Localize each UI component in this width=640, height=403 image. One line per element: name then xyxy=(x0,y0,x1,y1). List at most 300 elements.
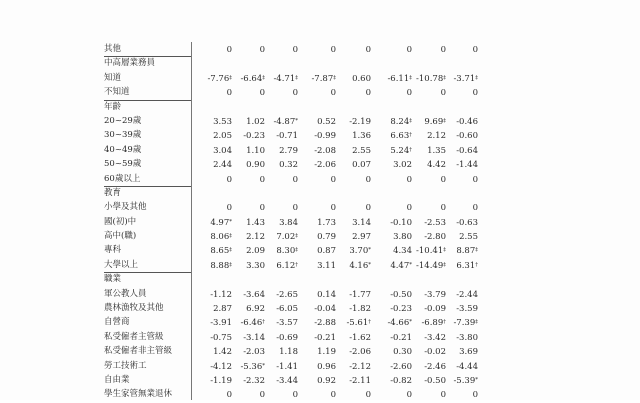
cell-value: 0 xyxy=(472,88,478,99)
cell-value: 3.11 xyxy=(317,260,336,271)
cell-value: -2.32 xyxy=(243,375,265,386)
table-cell xyxy=(438,143,478,158)
cell-value: -5.39 xyxy=(453,375,476,386)
cell-value: -0.23 xyxy=(243,131,265,142)
cell-value: -1.44 xyxy=(456,160,478,171)
table-row xyxy=(0,229,640,243)
table-cell xyxy=(438,42,478,57)
table-cell xyxy=(296,143,336,158)
cell-value: 0.14 xyxy=(317,289,336,300)
cell-value: 3.14 xyxy=(352,217,371,228)
table-row xyxy=(0,373,640,387)
table-row xyxy=(0,258,640,272)
cell-value: 0.60 xyxy=(352,73,371,84)
significance-mark: ‡ xyxy=(443,117,446,124)
cell-value: -1.62 xyxy=(349,332,371,343)
cell-value: 5.24 xyxy=(390,145,410,156)
row-label: 自由業 xyxy=(104,374,130,385)
section-header-row xyxy=(0,272,640,286)
table-cell xyxy=(258,200,298,215)
table-cell xyxy=(331,373,371,388)
table-cell xyxy=(258,215,298,230)
table-cell xyxy=(258,258,298,273)
significance-mark: ‡ xyxy=(475,247,478,254)
cell-value: 1.18 xyxy=(279,347,298,358)
table-cell xyxy=(258,71,298,86)
table-cell xyxy=(296,71,336,86)
table-cell xyxy=(296,229,336,244)
table-row xyxy=(0,344,640,358)
cell-value: -3.59 xyxy=(456,304,478,315)
table-cell xyxy=(438,287,478,302)
section-header-row xyxy=(0,100,640,114)
table-row xyxy=(0,200,640,214)
row-label: 小學及其他 xyxy=(104,202,147,213)
cell-value: 0 xyxy=(292,203,298,214)
table-cell xyxy=(258,387,298,402)
table-row xyxy=(0,315,640,329)
table-row xyxy=(0,143,640,157)
cell-value: 0.30 xyxy=(393,347,412,358)
cell-value: -1.12 xyxy=(210,289,232,300)
cell-value: -0.23 xyxy=(390,304,412,315)
table-cell xyxy=(438,114,478,129)
cell-value: 6.31 xyxy=(456,260,476,271)
cell-value: -7.76 xyxy=(207,73,230,84)
section-header-row xyxy=(0,56,640,70)
table-row xyxy=(0,71,640,85)
cell-value: 0 xyxy=(406,88,412,99)
table-cell xyxy=(296,373,336,388)
significance-mark: † xyxy=(262,319,265,326)
cell-value: -0.46 xyxy=(456,116,478,127)
table-cell xyxy=(296,114,336,129)
table-row xyxy=(0,215,640,229)
cell-value: 0.79 xyxy=(317,232,336,243)
cell-value: 0 xyxy=(472,390,478,401)
table-cell xyxy=(331,114,371,129)
table-row xyxy=(0,243,640,257)
table-cell xyxy=(331,215,371,230)
cell-value: -2.12 xyxy=(349,361,371,372)
cell-value: 8.88 xyxy=(210,260,230,271)
row-label: 勞工技術工 xyxy=(104,360,147,371)
cell-value: -0.71 xyxy=(276,131,298,142)
cell-value: -3.91 xyxy=(210,318,232,329)
table-cell xyxy=(331,287,371,302)
cell-value: 0 xyxy=(259,390,265,401)
cell-value: 0 xyxy=(330,390,336,401)
significance-mark: * xyxy=(368,261,371,268)
cell-value: -2.06 xyxy=(349,347,371,358)
cell-value: 8.87 xyxy=(456,246,476,257)
table-cell xyxy=(296,330,336,345)
cell-value: 6.12 xyxy=(276,260,296,271)
row-label: 50~59歲 xyxy=(104,159,142,170)
significance-mark: * xyxy=(229,218,232,225)
significance-mark: ‡ xyxy=(409,74,412,81)
cell-value: 0 xyxy=(365,174,371,185)
table-cell xyxy=(438,373,478,388)
cell-value: -6.46 xyxy=(240,318,263,329)
cell-value: -0.99 xyxy=(314,131,336,142)
table-cell xyxy=(296,301,336,316)
significance-mark: ‡ xyxy=(475,74,478,81)
row-label: 學生家管無業退休 xyxy=(104,389,173,400)
cell-value: 0 xyxy=(226,203,232,214)
table-cell xyxy=(438,344,478,359)
table-cell xyxy=(438,157,478,172)
cell-value: 6.63 xyxy=(390,131,410,142)
significance-mark: * xyxy=(295,117,298,124)
table-cell xyxy=(438,200,478,215)
cell-value: 0 xyxy=(472,203,478,214)
cell-value: 3.04 xyxy=(213,145,232,156)
table-row xyxy=(0,114,640,128)
cell-value: 0 xyxy=(440,45,446,55)
cell-value: 0.32 xyxy=(279,160,298,171)
table-cell xyxy=(438,258,478,273)
row-label: 私受僱者非主管級 xyxy=(104,346,173,357)
cell-value: 1.10 xyxy=(246,145,265,156)
cell-value: -0.63 xyxy=(456,217,478,228)
cell-value: 0 xyxy=(406,203,412,214)
cell-value: 0 xyxy=(330,203,336,214)
cell-value: 0 xyxy=(406,390,412,401)
table-cell xyxy=(258,287,298,302)
cell-value: 0 xyxy=(226,174,232,185)
table-cell xyxy=(331,258,371,273)
table-cell xyxy=(331,143,371,158)
table-cell xyxy=(258,42,298,57)
significance-mark: ‡ xyxy=(295,74,298,81)
cell-value: -3.44 xyxy=(276,375,298,386)
cell-value: 0 xyxy=(226,45,232,55)
cell-value: 0 xyxy=(440,88,446,99)
cell-value: -4.12 xyxy=(210,361,232,372)
cell-value: -2.19 xyxy=(349,116,371,127)
cell-value: 0 xyxy=(292,390,298,401)
cell-value: 3.70 xyxy=(349,246,369,257)
cell-value: 8.65 xyxy=(210,246,230,257)
cell-value: 1.19 xyxy=(317,347,336,358)
row-label: 大學以上 xyxy=(104,259,139,270)
cell-value: 1.02 xyxy=(246,116,265,127)
cell-value: 2.87 xyxy=(213,304,232,315)
table-cell xyxy=(258,229,298,244)
table-cell xyxy=(258,157,298,172)
cell-value: -3.71 xyxy=(453,73,476,84)
cell-value: -0.02 xyxy=(424,347,446,358)
cell-value: -0.60 xyxy=(456,131,478,142)
cell-value: 0 xyxy=(440,203,446,214)
table-cell xyxy=(331,344,371,359)
cell-value: 0 xyxy=(440,174,446,185)
cell-value: -0.21 xyxy=(314,332,336,343)
cell-value: -2.44 xyxy=(456,289,478,300)
cell-value: 1.73 xyxy=(317,217,336,228)
cell-value: -5.36 xyxy=(240,361,263,372)
table-cell xyxy=(438,85,478,100)
row-label: 不知道 xyxy=(104,87,130,98)
table-cell xyxy=(296,200,336,215)
table-cell xyxy=(331,85,371,100)
cell-value: -2.88 xyxy=(314,318,336,329)
table-cell xyxy=(331,172,371,187)
table-cell xyxy=(258,143,298,158)
significance-mark: † xyxy=(368,319,371,326)
table-cell xyxy=(296,287,336,302)
cell-value: 3.30 xyxy=(246,260,265,271)
table-cell xyxy=(438,229,478,244)
table-cell xyxy=(331,387,371,402)
cell-value: 0 xyxy=(406,45,412,55)
table-cell xyxy=(331,301,371,316)
cell-value: 0 xyxy=(472,174,478,185)
cell-value: -7.87 xyxy=(311,73,334,84)
significance-mark: † xyxy=(443,319,446,326)
cell-value: -2.08 xyxy=(314,145,336,156)
cell-value: -4.87 xyxy=(273,116,296,127)
cell-value: -2.53 xyxy=(424,217,446,228)
significance-mark: ‡ xyxy=(229,74,232,81)
row-label: 40~49歲 xyxy=(104,144,142,155)
significance-mark: ‡ xyxy=(475,319,478,326)
cell-value: 0 xyxy=(259,45,265,55)
table-cell xyxy=(296,157,336,172)
cell-value: -2.03 xyxy=(243,347,265,358)
cell-value: 1.35 xyxy=(427,145,446,156)
table-cell xyxy=(438,243,478,258)
cell-value: 0.87 xyxy=(317,246,336,257)
table-cell xyxy=(331,243,371,258)
cell-value: 2.97 xyxy=(352,232,371,243)
cell-value: -5.61 xyxy=(346,318,369,329)
row-label: 其他 xyxy=(104,44,122,54)
cell-value: 4.42 xyxy=(427,160,446,171)
table-cell xyxy=(331,128,371,143)
significance-mark: ‡ xyxy=(262,74,265,81)
cell-value: 3.69 xyxy=(459,347,478,358)
cell-value: -0.75 xyxy=(210,332,232,343)
significance-mark: * xyxy=(409,319,412,326)
table-cell xyxy=(438,301,478,316)
cell-value: -6.05 xyxy=(276,304,298,315)
cell-value: 7.02 xyxy=(276,232,296,243)
table-cell xyxy=(331,229,371,244)
cell-value: 3.53 xyxy=(213,116,232,127)
table-row xyxy=(0,128,640,142)
table-cell xyxy=(331,315,371,330)
table-cell xyxy=(296,128,336,143)
table-cell xyxy=(296,387,336,402)
table-cell xyxy=(258,301,298,316)
cell-value: -3.42 xyxy=(424,332,446,343)
cell-value: -3.79 xyxy=(424,289,446,300)
cell-value: 2.44 xyxy=(213,160,232,171)
cell-value: -6.64 xyxy=(240,73,263,84)
table-cell xyxy=(296,243,336,258)
row-label: 高中(職) xyxy=(104,231,137,242)
row-label: 農林漁牧及其他 xyxy=(104,303,164,314)
row-label: 專科 xyxy=(104,245,122,256)
table-row xyxy=(0,359,640,373)
cell-value: -0.09 xyxy=(424,304,446,315)
significance-mark: † xyxy=(409,146,412,153)
cell-value: 1.36 xyxy=(352,131,371,142)
cell-value: -0.04 xyxy=(314,304,336,315)
cell-value: 3.02 xyxy=(393,160,412,171)
cell-value: -0.50 xyxy=(424,375,446,386)
cell-value: 4.97 xyxy=(210,217,230,228)
cell-value: 0 xyxy=(292,88,298,99)
cell-value: -3.57 xyxy=(276,318,298,329)
table-row xyxy=(0,330,640,344)
table-cell xyxy=(331,42,371,57)
cell-value: -1.82 xyxy=(349,304,371,315)
cell-value: -4.44 xyxy=(456,361,478,372)
cell-value: 0 xyxy=(330,88,336,99)
cell-value: -0.21 xyxy=(390,332,412,343)
cell-value: 0.07 xyxy=(352,160,371,171)
table-cell xyxy=(258,344,298,359)
cell-value: -0.50 xyxy=(390,289,412,300)
cell-value: 0 xyxy=(259,88,265,99)
cell-value: 4.47 xyxy=(390,260,410,271)
cell-value: -4.66 xyxy=(387,318,410,329)
significance-mark: † xyxy=(409,132,412,139)
table-cell xyxy=(331,200,371,215)
row-label: 國(初)中 xyxy=(104,216,137,227)
cell-value: 4.34 xyxy=(393,246,412,257)
cell-value: 2.12 xyxy=(246,232,265,243)
cell-value: -10.41 xyxy=(416,246,444,257)
cell-value: 0.90 xyxy=(246,160,265,171)
cell-value: -6.89 xyxy=(421,318,444,329)
table-row xyxy=(0,85,640,99)
table-row xyxy=(0,172,640,186)
significance-mark: * xyxy=(262,362,265,369)
table-cell xyxy=(296,215,336,230)
cell-value: -0.69 xyxy=(276,332,298,343)
section-label: 中高層業務員 xyxy=(104,58,156,69)
cell-value: 0 xyxy=(365,390,371,401)
cell-value: -4.71 xyxy=(273,73,296,84)
cell-value: 0 xyxy=(365,203,371,214)
significance-mark: * xyxy=(409,261,412,268)
table-cell xyxy=(258,373,298,388)
significance-mark: * xyxy=(475,376,478,383)
section-header-row xyxy=(0,186,640,200)
table-row xyxy=(0,287,640,301)
significance-mark: ‡ xyxy=(229,261,232,268)
cell-value: 0.96 xyxy=(317,361,336,372)
table-cell xyxy=(438,172,478,187)
cell-value: 2.55 xyxy=(352,145,371,156)
cell-value: 8.30 xyxy=(276,246,296,257)
table-row xyxy=(0,157,640,171)
cell-value: 6.92 xyxy=(246,304,265,315)
cell-value: 1.42 xyxy=(213,347,232,358)
cell-value: 4.16 xyxy=(349,260,369,271)
cell-value: -2.06 xyxy=(314,160,336,171)
cell-value: -7.39 xyxy=(453,318,476,329)
table-cell xyxy=(258,243,298,258)
cell-value: 2.55 xyxy=(459,232,478,243)
cell-value: 0.52 xyxy=(317,116,336,127)
table-cell xyxy=(296,359,336,374)
section-label: 職業 xyxy=(104,274,122,285)
significance-mark: ‡ xyxy=(229,247,232,254)
cell-value: -1.41 xyxy=(276,361,298,372)
row-label: 30~39歲 xyxy=(104,130,142,141)
cell-value: 0.92 xyxy=(317,375,336,386)
cell-value: 2.12 xyxy=(427,131,446,142)
table-cell xyxy=(438,330,478,345)
cell-value: -14.49 xyxy=(416,260,444,271)
cell-value: 0 xyxy=(292,174,298,185)
significance-mark: ‡ xyxy=(229,233,232,240)
table-cell xyxy=(296,344,336,359)
cell-value: 2.05 xyxy=(213,131,232,142)
cell-value: 9.69 xyxy=(424,116,444,127)
cell-value: -1.19 xyxy=(210,375,232,386)
cell-value: -0.82 xyxy=(390,375,412,386)
cell-value: 0 xyxy=(365,45,371,55)
table-cell xyxy=(438,128,478,143)
cell-value: 2.09 xyxy=(246,246,265,257)
cell-value: 1.43 xyxy=(246,217,265,228)
cell-value: 0 xyxy=(292,45,298,55)
cell-value: 0 xyxy=(226,88,232,99)
table-cell xyxy=(258,114,298,129)
table-cell xyxy=(296,172,336,187)
table-cell xyxy=(331,71,371,86)
section-label: 年齡 xyxy=(104,101,122,112)
section-label: 教育 xyxy=(104,187,122,198)
regression-table xyxy=(0,42,640,402)
table-cell xyxy=(438,215,478,230)
cell-value: 0 xyxy=(259,203,265,214)
significance-mark: † xyxy=(295,261,298,268)
table-cell xyxy=(296,85,336,100)
table-cell xyxy=(258,315,298,330)
table-cell xyxy=(258,85,298,100)
table-cell xyxy=(258,330,298,345)
table-cell xyxy=(438,387,478,402)
table-cell xyxy=(258,128,298,143)
cell-value: 0 xyxy=(330,45,336,55)
cell-value: 3.84 xyxy=(279,217,298,228)
cell-value: -6.11 xyxy=(387,73,410,84)
significance-mark: ‡ xyxy=(443,247,446,254)
cell-value: 8.24 xyxy=(390,116,410,127)
cell-value: 0 xyxy=(259,174,265,185)
cell-value: 0 xyxy=(330,174,336,185)
significance-mark: † xyxy=(475,261,478,268)
cell-value: 2.79 xyxy=(279,145,298,156)
table-cell xyxy=(258,359,298,374)
cell-value: -0.10 xyxy=(390,217,412,228)
cell-value: -2.65 xyxy=(276,289,298,300)
cell-value: -0.64 xyxy=(456,145,478,156)
cell-value: 0 xyxy=(472,45,478,55)
cell-value: -3.80 xyxy=(456,332,478,343)
row-label: 20~29歲 xyxy=(104,115,142,126)
table-cell xyxy=(438,315,478,330)
significance-mark: ‡ xyxy=(443,74,446,81)
row-label: 私受僱者主管級 xyxy=(104,331,164,342)
